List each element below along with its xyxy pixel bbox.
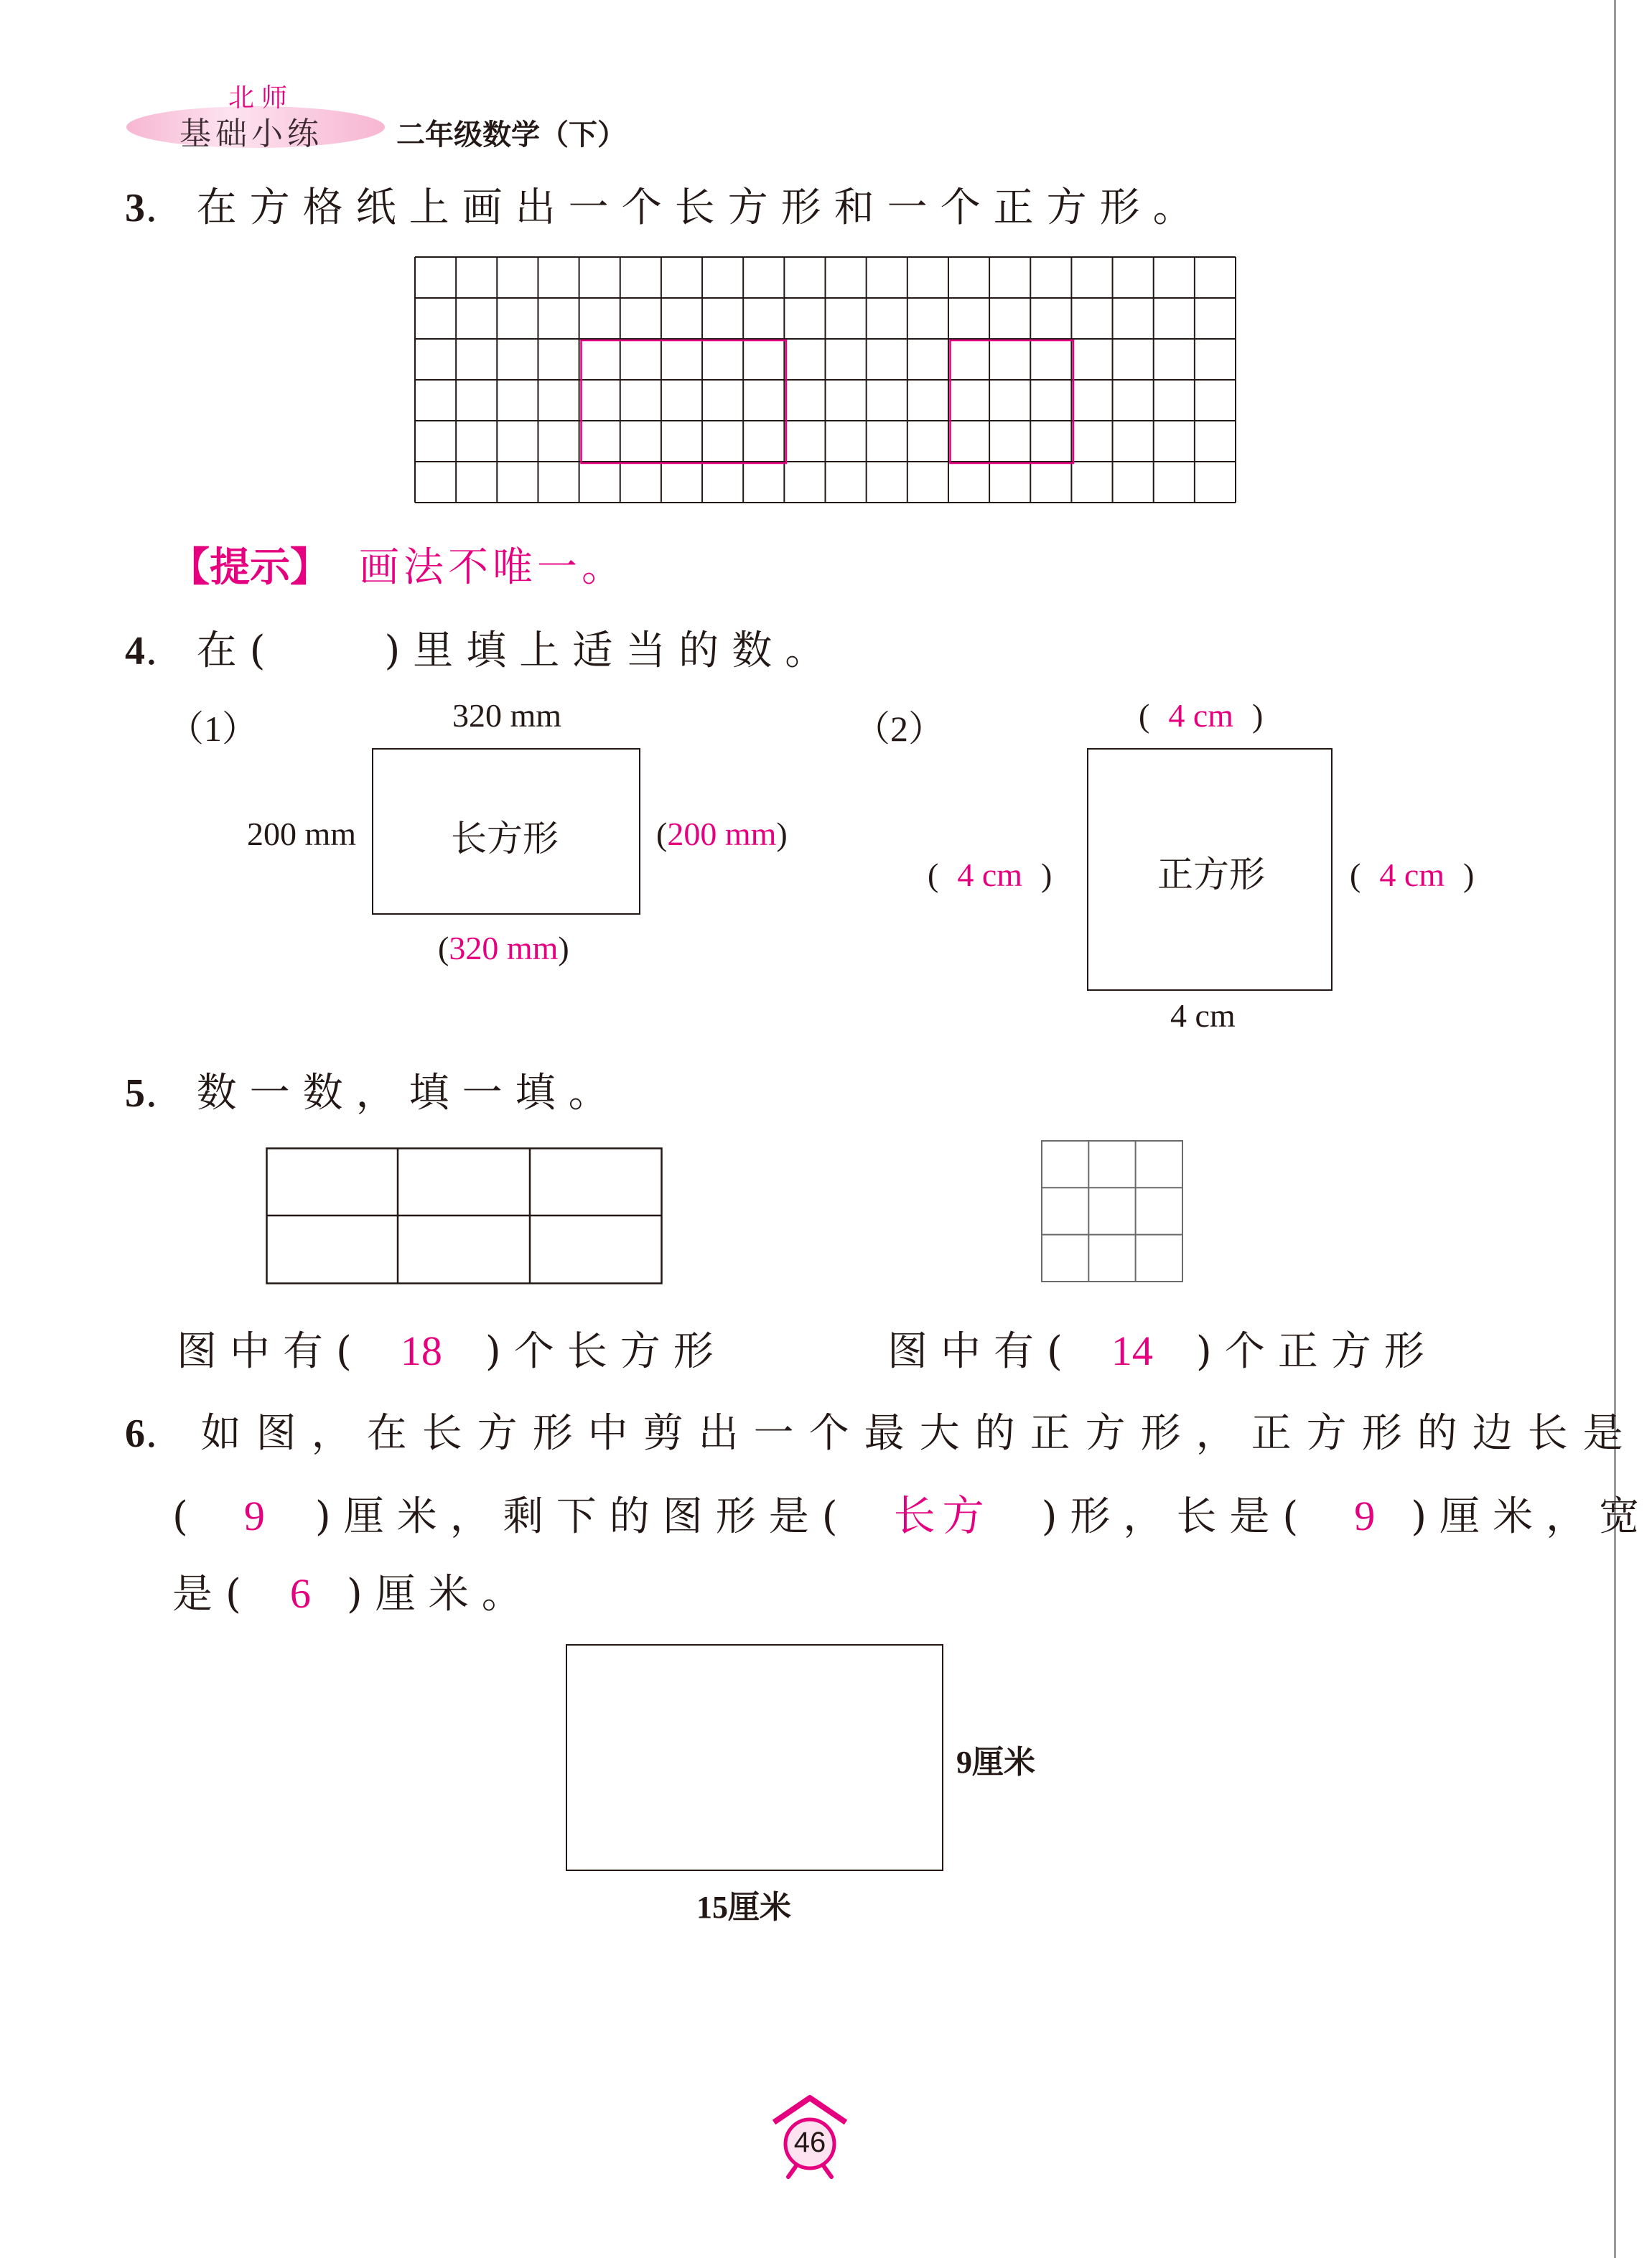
q3-number: 3 [125,186,145,230]
header-subject: 二年级数学（下） [396,118,626,151]
q3-drawn-rectangle [582,340,787,463]
q4-rectangle-label: 长方形 [451,818,559,859]
answer-bottom-320mm: 320 mm [449,930,559,966]
q4-part2-label: （2） [854,709,944,749]
q5-text: . 数一数，填一填。 [145,1070,622,1116]
q5-left-answer-line: 图中有( 18 )个长方形 [177,1328,727,1375]
q3-drawn-square [951,340,1074,463]
q6-height-label: 9厘米 [956,1745,1035,1780]
answer-18: 18 [400,1328,442,1374]
q4-text: . 在( )里填上适当的数。 [145,628,839,674]
q4-part2-right: ( 4 cm ) [1350,857,1475,893]
q5-question [125,1061,622,1119]
page-number: 46 [793,2127,826,2158]
q4-question [125,619,838,676]
page-edge [1614,0,1616,2258]
q6-width-label: 15厘米 [696,1890,791,1925]
answer-left-4cm: 4 cm [957,857,1023,893]
answer-14: 14 [1111,1328,1153,1374]
q6-text-line1: . 如图，在长方形中剪出一个最大的正方形，正方形的边长是 [145,1410,1638,1457]
q4-part2-top: ( 4 cm ) [1139,697,1264,734]
q5-rectangle-figure [266,1147,663,1285]
q4-part1-top: 320 mm [452,697,562,734]
hint-label: 【提示】 [169,544,330,591]
q6-line1 [125,1401,1638,1459]
brand-top: 北师 [228,83,295,113]
q3-question [125,176,1206,233]
q3-grid-paper [409,251,1242,507]
answer-side-9: 9 [243,1493,265,1539]
brand-main: 基础小练 [179,116,323,152]
q5-right-answer-line: 图中有( 14 )个正方形 [887,1328,1437,1375]
answer-right-200mm: 200 mm [667,816,777,852]
q4-part2-bottom: 4 cm [1170,997,1236,1034]
answer-right-4cm: 4 cm [1379,857,1445,893]
q4-part1-bottom: (320 mm) [438,930,569,966]
q4-part1-left: 200 mm [247,816,357,852]
q4-part1-right: (200 mm) [656,816,788,852]
q5-square-figure [1041,1140,1185,1284]
hint-text: 画法不唯一。 [359,544,626,591]
answer-top-4cm: 4 cm [1168,697,1234,734]
answer-width-6: 6 [289,1570,311,1617]
q6-number: 6 [125,1412,145,1456]
q6-rectangle [566,1644,943,1871]
q3-text: . 在方格纸上画出一个长方形和一个正方形。 [145,185,1206,231]
q6-line2: ( 9 )厘米，剩下的图形是( 长方 )形，长是( 9 )厘米，宽 [172,1491,1652,1540]
q3-hint [169,536,626,593]
q4-part1-label: （1） [168,709,258,749]
q4-square-label: 正方形 [1157,854,1265,895]
answer-shape: 长方 [893,1491,991,1540]
q5-number: 5 [125,1071,145,1116]
answer-length-9: 9 [1354,1493,1376,1539]
q4-part2-left: ( 4 cm ) [928,857,1053,893]
q6-line3: 是( 6 )厘米。 [172,1570,535,1618]
q4-number: 4 [125,629,145,673]
